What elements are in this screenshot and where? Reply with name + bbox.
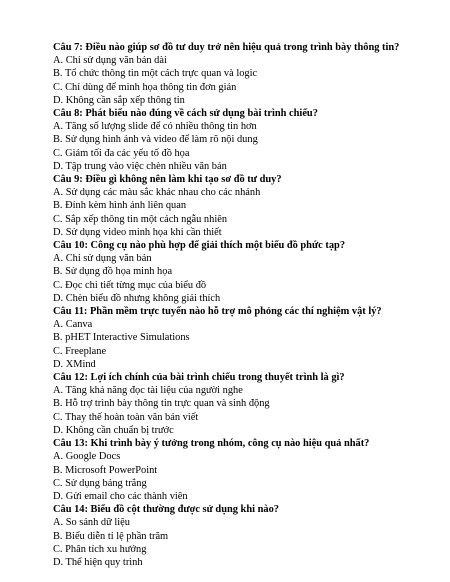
answer-option: B. Sử dụng hình ảnh và video để làm rõ nội dung <box>53 134 258 146</box>
document-page <box>53 41 443 569</box>
answer-option: D. Không cần sắp xếp thông tin <box>53 94 185 106</box>
answer-option: B. Sử dụng đồ họa minh họa <box>53 266 173 278</box>
question-13 <box>53 437 443 503</box>
question-7 <box>53 41 443 107</box>
answer-option: D. Gửi email cho các thành viên <box>53 490 188 502</box>
answer-option: B. Tổ chức thông tin một cách trực quan và logic <box>53 68 258 80</box>
answer-option: A. Sử dụng các màu sắc khác nhau cho các nhánh <box>53 187 261 199</box>
answer-option: C. Đọc chi tiết từng mục của biểu đồ <box>53 279 207 291</box>
answer-option: D. Không cần chuẩn bị trước <box>53 424 174 436</box>
answer-option: B. Microsoft PowerPoint <box>53 464 158 476</box>
answer-option: C. Freeplane <box>53 345 107 357</box>
answer-option: D. XMind <box>53 358 96 370</box>
question-title: Câu 8: Phát biểu nào đúng về cách sử dụng bài trình chiếu? <box>53 108 318 120</box>
question-12 <box>53 371 443 437</box>
question-14 <box>53 503 443 569</box>
question-title: Câu 11: Phần mềm trực tuyến nào hỗ trợ mô phỏng các thí nghiệm vật lý? <box>53 306 382 318</box>
question-8 <box>53 107 443 173</box>
question-title: Câu 14: Biểu đồ cột thường được sử dụng khi nào? <box>53 504 279 516</box>
answer-option: D. Chèn biểu đồ nhưng không giải thích <box>53 292 221 304</box>
answer-option: A. So sánh dữ liệu <box>53 517 130 529</box>
answer-option: B. Biểu diễn tỉ lệ phần trăm <box>53 530 169 542</box>
answer-option: A. Chỉ sử dụng văn bản <box>53 253 152 265</box>
question-10 <box>53 239 443 305</box>
answer-option: C. Sắp xếp thông tin một cách ngẫu nhiên <box>53 213 228 225</box>
answer-option: C. Phân tích xu hướng <box>53 543 147 555</box>
question-title: Câu 7: Điều nào giúp sơ đồ tư duy trở nên hiệu quả trong trình bày thông tin? <box>53 42 400 53</box>
answer-option: C. Chỉ dùng để minh họa thông tin đơn giản <box>53 81 237 93</box>
answer-option: C. Thay thế hoàn toàn văn bản viết <box>53 411 199 423</box>
answer-option: B. Hỗ trợ trình bày thông tin trực quan và sinh động <box>53 398 270 410</box>
question-title: Câu 13: Khi trình bày ý tưởng trong nhóm, công cụ nào hiệu quả nhất? <box>53 438 370 450</box>
question-title: Câu 12: Lợi ích chính của bài trình chiếu trong thuyết trình là gì? <box>53 372 345 384</box>
answer-option: D. Thể hiện quy trình <box>53 556 143 568</box>
answer-option: B. Đính kèm hình ảnh liên quan <box>53 200 187 212</box>
answer-option: B. pHET Interactive Simulations <box>53 332 190 344</box>
answer-option: A. Tăng khả năng đọc tài liệu của người nghe <box>53 385 243 397</box>
question-11 <box>53 305 443 371</box>
answer-option: A. Google Docs <box>53 451 121 463</box>
answer-option: A. Chỉ sử dụng văn bản dài <box>53 55 167 67</box>
answer-option: C. Sử dụng bảng trắng <box>53 477 147 489</box>
question-title: Câu 9: Điều gì không nên làm khi tạo sơ đồ tư duy? <box>53 174 282 186</box>
question-title: Câu 10: Công cụ nào phù hợp để giải thích một biểu đồ phức tạp? <box>53 240 346 252</box>
question-9 <box>53 173 443 239</box>
answer-option: A. Canva <box>53 319 93 331</box>
answer-option: D. Tập trung vào việc chèn nhiều văn bản <box>53 160 227 172</box>
answer-option: A. Tăng số lượng slide để có nhiều thông tin hơn <box>53 121 257 133</box>
answer-option: C. Giảm tối đa các yếu tố đồ họa <box>53 147 190 159</box>
answer-option: D. Sử dụng video minh họa khi cần thiết <box>53 226 222 238</box>
